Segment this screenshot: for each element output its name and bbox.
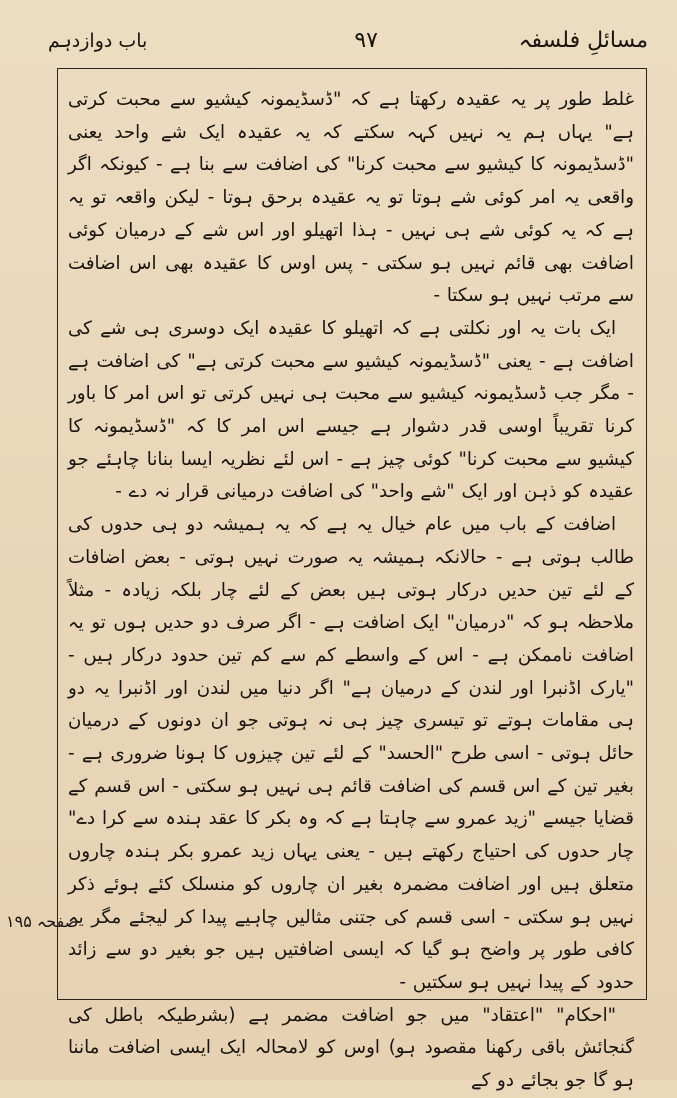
body-text xyxy=(68,84,634,1092)
book-title: مسائلِ فلسفہ xyxy=(518,28,648,53)
paragraph: اضافت کے باب میں عام خیال یہ ہے کہ یہ ہمیشہ دو ہی حدوں کی طالب ہوتی ہے - حالانکہ ہمیشہ یہ صورت نہیں ہوتی - بعض اضافات کے لئے تین حدیں درکار ہوتی ہیں بعض کے لئے چار بلکہ زیادہ - مثلاً ملاحظہ ہو کہ "درمیان" ایک اضافت ہے - اگر صرف دو حدیں ہوں تو یہ اضافت ناممکن ہے - اس کے واسطے کم سے کم تین حدود درکار ہیں - "یارک اڈنبرا اور لندن کے درمیان ہے" اگر دنیا میں لندن اور اڈنبرا یہ دو ہی مقامات ہوتے تو تیسری چیز ہی نہ ہوتی جو ان دونوں کے درمیان حائل ہوتی - اسی طرح "الحسد" کے لئے تین چیزوں کا ہونا ضروری ہے - بغیر تین کے اس قسم کی اضافت قائم ہی نہیں ہو سکتی - اس قسم کے قضایا جیسے "زید عمرو سے چاہتا ہے کہ وہ بکر کا عقد ہندہ سے کرا دے" چار حدوں کی احتیاج رکھتے ہیں - یعنی یہاں زید عمرو بکر ہندہ چاروں متعلق ہیں اور اضافت مضمرہ بغیر ان چاروں کو منسلک کئے ہوئے ذکر نہیں ہو سکتی - اسی قسم کی جتنی مثالیں چاہیے پیدا کر لیجئے مگر یہ کافی طور پر واضح ہو گیا کہ ایسی اضافتیں ہیں جو بغیر دو سے زائد حدود کے پیدا نہیں ہو سکتیں - xyxy=(68,514,634,993)
chapter-title: باب دوازدہم xyxy=(48,30,148,52)
margin-reference: صفحہ ۱۹۵ xyxy=(6,912,79,931)
page-number: ۹۷ xyxy=(354,28,378,53)
paragraph: "احکام" "اعتقاد" میں جو اضافت مضمر ہے (بشرطیکہ باطل کی گنجائش باقی رکھنا مقصود ہو) اوس کو لامحالہ ایک ایسی اضافت ماننا ہو گا جو بجائے دو کے xyxy=(68,1004,634,1092)
paragraph: غلط طور پر یہ عقیدہ رکھتا ہے کہ "ڈسڈیمونہ کیشیو سے محبت کرتی ہے" یہاں ہم یہ نہیں کہہ سکتے کہ یہ عقیدہ ایک شے واحد یعنی "ڈسڈیمونہ کا کیشیو سے محبت کرنا" کی اضافت سے بنا ہے - کیونکہ اگر واقعی یہ امر کوئی شے ہوتا تو یہ عقیدہ برحق ہوتا - لیکن واقعہ تو یہ ہے کہ یہ کوئی شے ہی نہیں - ہذا اتھیلو اور اس شے کے درمیان کوئی اضافت بھی قائم نہیں ہو سکتی - پس اوس کا عقیدہ بھی اس اضافت سے مرتب نہیں ہو سکتا - xyxy=(68,89,634,307)
running-header xyxy=(48,28,648,64)
paragraph: ایک بات یہ اور نکلتی ہے کہ اتھیلو کا عقیدہ ایک دوسری ہی شے کی اضافت ہے - یعنی "ڈسڈیمونہ کیشیو سے محبت کرتی ہے" کی اضافت ہے - مگر جب ڈسڈیمونہ کیشیو سے محبت ہی نہیں کرتی تو اس امر کا باور کرنا تقریباً اوسی قدر دشوار ہے جیسے اس امر کا کہ "ڈسڈیمونہ کا کیشیو سے محبت کرنا" کوئی چیز ہے - اس لئے نظریہ ایسا بنانا چاہئے جو عقیدہ کو ذہن اور ایک "شے واحد" کی اضافت درمیانی قرار نہ دے - xyxy=(68,317,634,503)
